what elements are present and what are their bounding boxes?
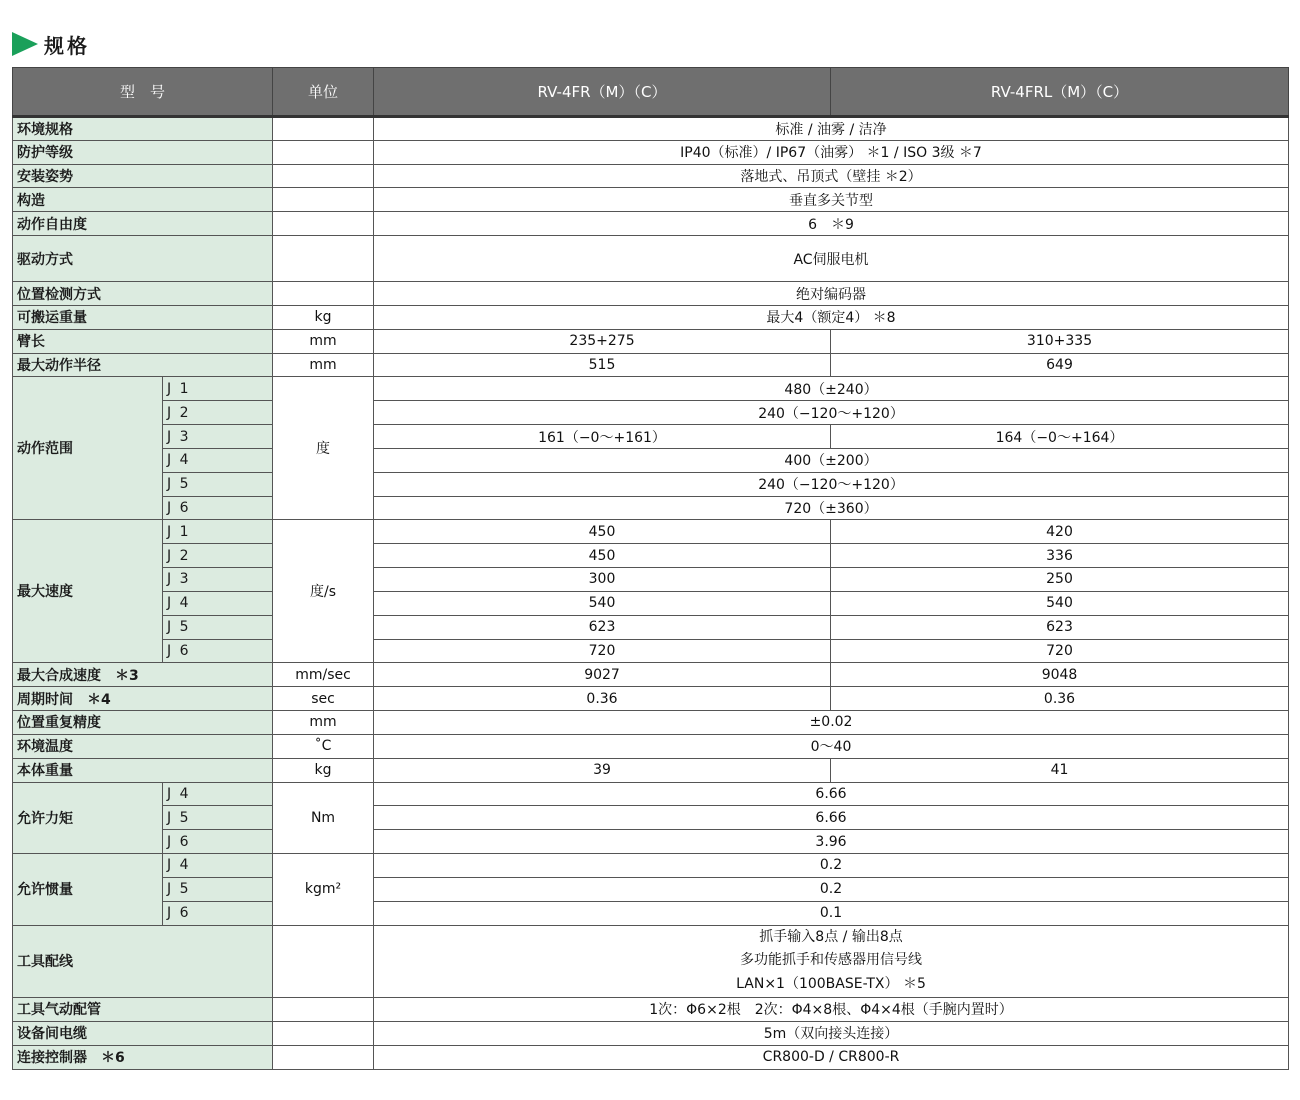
table-row xyxy=(13,544,1289,568)
row-value-b: 649 xyxy=(831,353,1289,377)
table-row xyxy=(13,806,1289,830)
row-label: 构造 xyxy=(13,188,273,212)
row-value-b: 164（−0〜+164） xyxy=(831,425,1289,449)
table-row xyxy=(13,687,1289,711)
table-row xyxy=(13,140,1289,164)
row-label: 设备间电缆 xyxy=(13,1021,273,1045)
wiring-line-1: 抓手输入8点 / 输出8点 xyxy=(759,928,903,945)
row-value: 标准 / 油雾 / 洁净 xyxy=(374,117,1289,141)
row-value: 720（±360） xyxy=(374,496,1289,520)
row-label: 周期时间 ＊4 xyxy=(13,687,273,711)
row-value-b: 623 xyxy=(831,615,1289,639)
row-value-a: 720 xyxy=(374,639,831,663)
row-unit xyxy=(273,998,374,1022)
section-header xyxy=(12,30,90,58)
spec-table xyxy=(12,67,1289,1070)
header-unit: 单位 xyxy=(273,68,374,117)
table-row xyxy=(13,401,1289,425)
table-row xyxy=(13,472,1289,496)
axis-label: J 6 xyxy=(163,901,273,925)
row-label: 最大动作半径 xyxy=(13,353,273,377)
table-row xyxy=(13,425,1289,449)
row-label: 动作自由度 xyxy=(13,212,273,236)
table-row xyxy=(13,639,1289,663)
axis-label: J 4 xyxy=(163,591,273,615)
row-unit xyxy=(273,1045,374,1069)
table-row xyxy=(13,568,1289,592)
section-title: 规格 xyxy=(44,33,90,58)
row-unit: mm xyxy=(273,329,374,353)
row-value: ±0.02 xyxy=(374,711,1289,735)
row-unit xyxy=(273,140,374,164)
play-arrow-icon xyxy=(12,32,38,56)
axis-label: J 6 xyxy=(163,639,273,663)
group-label: 最大速度 xyxy=(13,520,163,663)
spec-table-container xyxy=(12,67,1288,1070)
row-label: 臂长 xyxy=(13,329,273,353)
row-label: 位置检测方式 xyxy=(13,282,273,306)
row-label: 最大合成速度 ＊3 xyxy=(13,663,273,687)
wiring-line-2: 多功能抓手和传感器用信号线 xyxy=(740,952,923,969)
row-unit xyxy=(273,1021,374,1045)
table-row xyxy=(13,117,1289,141)
row-unit xyxy=(273,925,374,998)
table-row xyxy=(13,496,1289,520)
axis-label: J 5 xyxy=(163,877,273,901)
row-label: 环境规格 xyxy=(13,117,273,141)
row-value: 240（−120〜+120） xyxy=(374,472,1289,496)
axis-label: J 1 xyxy=(163,520,273,544)
group-label: 允许惯量 xyxy=(13,854,163,925)
header-model-a: RV-4FR（M）（C） xyxy=(374,68,831,117)
row-value-a: 161（−0〜+161） xyxy=(374,425,831,449)
axis-label: J 4 xyxy=(163,854,273,878)
table-row xyxy=(13,236,1289,282)
axis-label: J 3 xyxy=(163,425,273,449)
group-label: 动作范围 xyxy=(13,377,163,520)
table-row xyxy=(13,925,1289,998)
row-value-a: 39 xyxy=(374,758,831,782)
table-row xyxy=(13,758,1289,782)
row-label: 驱动方式 xyxy=(13,236,273,282)
row-value-b: 250 xyxy=(831,568,1289,592)
row-label: 本体重量 xyxy=(13,758,273,782)
table-row xyxy=(13,591,1289,615)
axis-label: J 2 xyxy=(163,544,273,568)
row-label: 可搬运重量 xyxy=(13,305,273,329)
row-label: 安装姿势 xyxy=(13,164,273,188)
table-row xyxy=(13,329,1289,353)
table-row xyxy=(13,353,1289,377)
row-value-b: 310+335 xyxy=(831,329,1289,353)
row-value: IP40（标准）/ IP67（油雾） ＊1 / ISO 3级 ＊7 xyxy=(374,140,1289,164)
row-value-a: 450 xyxy=(374,544,831,568)
row-value-b: 720 xyxy=(831,639,1289,663)
row-value: 6.66 xyxy=(374,806,1289,830)
row-value-a: 540 xyxy=(374,591,831,615)
header-row xyxy=(13,68,1289,117)
table-row xyxy=(13,188,1289,212)
row-value: 400（±200） xyxy=(374,448,1289,472)
row-value-a: 300 xyxy=(374,568,831,592)
row-value: 绝对编码器 xyxy=(374,282,1289,306)
row-unit xyxy=(273,282,374,306)
group-unit: 度/s xyxy=(273,520,374,663)
row-value-a: 450 xyxy=(374,520,831,544)
row-value: 垂直多关节型 xyxy=(374,188,1289,212)
row-value-b: 420 xyxy=(831,520,1289,544)
row-value xyxy=(374,925,1289,998)
row-value: 0〜40 xyxy=(374,734,1289,758)
table-row xyxy=(13,734,1289,758)
row-unit xyxy=(273,164,374,188)
row-value-a: 235+275 xyxy=(374,329,831,353)
row-unit: ˚C xyxy=(273,734,374,758)
row-value: 6 ＊9 xyxy=(374,212,1289,236)
axis-label: J 4 xyxy=(163,448,273,472)
table-row xyxy=(13,711,1289,735)
row-unit: mm xyxy=(273,353,374,377)
row-label: 工具配线 xyxy=(13,925,273,998)
row-value-a: 9027 xyxy=(374,663,831,687)
table-row xyxy=(13,854,1289,878)
group-label: 允许力矩 xyxy=(13,782,163,853)
table-row xyxy=(13,877,1289,901)
row-value: 6.66 xyxy=(374,782,1289,806)
table-row xyxy=(13,901,1289,925)
row-unit xyxy=(273,188,374,212)
table-row xyxy=(13,305,1289,329)
row-value-b: 0.36 xyxy=(831,687,1289,711)
table-row xyxy=(13,282,1289,306)
row-value-b: 9048 xyxy=(831,663,1289,687)
row-label: 环境温度 xyxy=(13,734,273,758)
table-row xyxy=(13,520,1289,544)
row-value: 0.1 xyxy=(374,901,1289,925)
group-unit: kgm² xyxy=(273,854,374,925)
row-label: 连接控制器 ＊6 xyxy=(13,1045,273,1069)
table-row xyxy=(13,164,1289,188)
table-row xyxy=(13,212,1289,236)
row-value: 240（−120〜+120） xyxy=(374,401,1289,425)
axis-label: J 6 xyxy=(163,830,273,854)
header-model: 型 号 xyxy=(13,68,273,117)
axis-label: J 4 xyxy=(163,782,273,806)
row-label: 防护等级 xyxy=(13,140,273,164)
table-row xyxy=(13,998,1289,1022)
table-row xyxy=(13,615,1289,639)
axis-label: J 6 xyxy=(163,496,273,520)
row-value-a: 0.36 xyxy=(374,687,831,711)
row-value: 480（±240） xyxy=(374,377,1289,401)
axis-label: J 5 xyxy=(163,472,273,496)
wiring-line-3: LAN×1（100BASE-TX） ＊5 xyxy=(736,976,926,993)
table-row xyxy=(13,448,1289,472)
group-unit: Nm xyxy=(273,782,374,853)
row-value: 最大4（额定4） ＊8 xyxy=(374,305,1289,329)
header-model-b: RV-4FRL（M）（C） xyxy=(831,68,1289,117)
table-row xyxy=(13,830,1289,854)
table-row xyxy=(13,377,1289,401)
axis-label: J 1 xyxy=(163,377,273,401)
row-unit: kg xyxy=(273,305,374,329)
group-unit: 度 xyxy=(273,377,374,520)
row-value-b: 336 xyxy=(831,544,1289,568)
table-row xyxy=(13,782,1289,806)
row-unit xyxy=(273,117,374,141)
row-value: 5m（双向接头连接） xyxy=(374,1021,1289,1045)
axis-label: J 5 xyxy=(163,615,273,639)
axis-label: J 2 xyxy=(163,401,273,425)
row-value-a: 623 xyxy=(374,615,831,639)
row-value: 3.96 xyxy=(374,830,1289,854)
axis-label: J 3 xyxy=(163,568,273,592)
table-row xyxy=(13,663,1289,687)
row-value: CR800-D / CR800-R xyxy=(374,1045,1289,1069)
row-value-b: 540 xyxy=(831,591,1289,615)
row-unit: mm xyxy=(273,711,374,735)
row-value: 1次：Φ6×2根 2次：Φ4×8根、Φ4×4根（手腕内置时） xyxy=(374,998,1289,1022)
row-unit xyxy=(273,236,374,282)
table-row xyxy=(13,1021,1289,1045)
table-row xyxy=(13,1045,1289,1069)
row-unit: kg xyxy=(273,758,374,782)
row-unit: mm/sec xyxy=(273,663,374,687)
row-value: 落地式、吊顶式（壁挂 ＊2） xyxy=(374,164,1289,188)
row-label: 位置重复精度 xyxy=(13,711,273,735)
row-value: 0.2 xyxy=(374,854,1289,878)
row-unit: sec xyxy=(273,687,374,711)
row-label: 工具气动配管 xyxy=(13,998,273,1022)
row-value-b: 41 xyxy=(831,758,1289,782)
row-unit xyxy=(273,212,374,236)
row-value: AC伺服电机 xyxy=(374,236,1289,282)
axis-label: J 5 xyxy=(163,806,273,830)
row-value-a: 515 xyxy=(374,353,831,377)
row-value: 0.2 xyxy=(374,877,1289,901)
